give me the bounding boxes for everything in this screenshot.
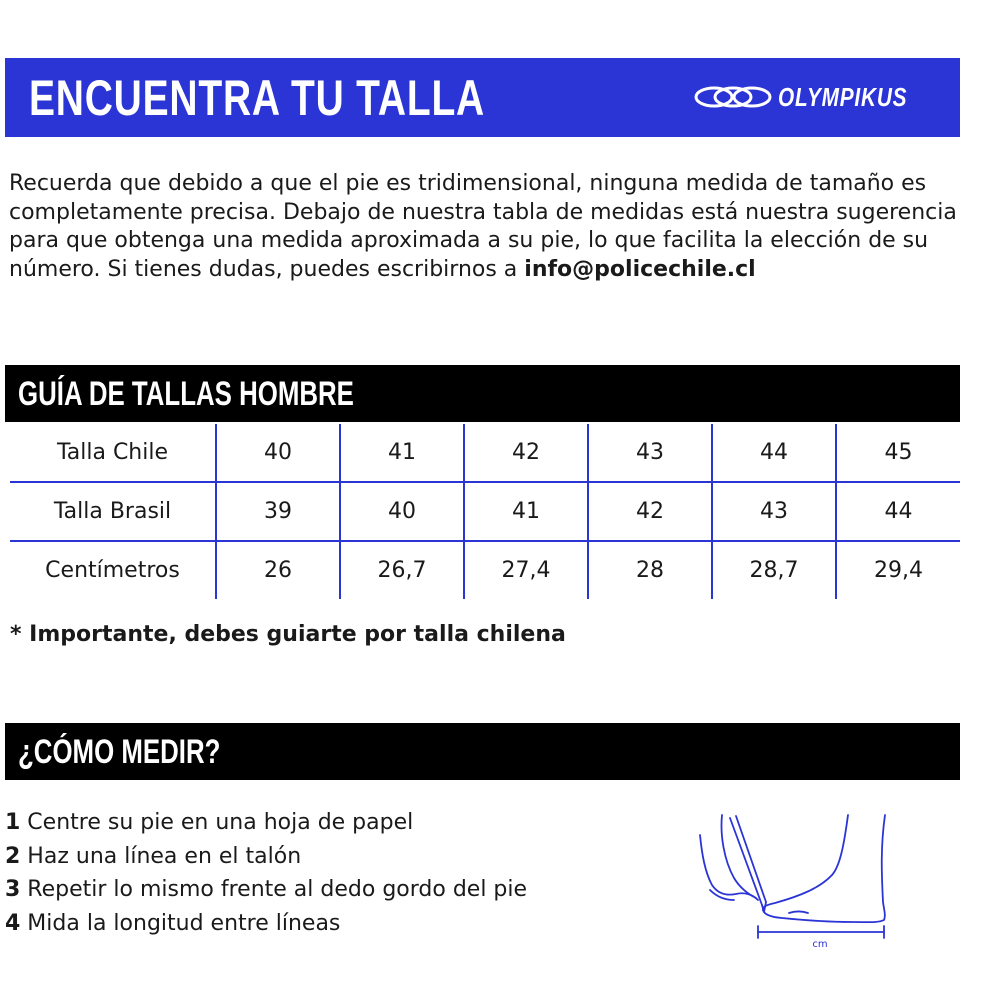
table-cell: 40: [340, 482, 464, 541]
table-row: [10, 424, 960, 482]
table-cell: 44: [836, 482, 960, 541]
step-text: Mida la longitud entre líneas: [20, 910, 341, 936]
table-cell: 39: [216, 482, 340, 541]
table-cell: 41: [464, 482, 588, 541]
steps-list: [5, 806, 527, 940]
step-number: 2: [5, 843, 21, 869]
intro-text: Recuerda que debido a que el pie es tridimensional, ninguna medida de tamaño es completamente precisa. Debajo de nuestra tabla de medidas está nuestra sugerencia para que obtenga una medida aproximada a su pie, lo que facilita la elección de su número. Si tienes dudas, puedes escribirnos a: [9, 171, 957, 282]
table-cell: 27,4: [464, 541, 588, 599]
table-cell: 43: [588, 424, 712, 482]
step-number: 4: [5, 910, 21, 936]
step-number: 1: [5, 810, 21, 835]
table-row: [10, 541, 960, 599]
important-note: * Importante, debes guiarte por talla chilena: [10, 622, 566, 647]
size-table: [10, 424, 960, 599]
step-text: Repetir lo mismo frente al dedo gordo del pie: [20, 877, 528, 902]
table-cell: 45: [836, 424, 960, 482]
page-title: ENCUENTRA TU TALLA: [29, 70, 485, 126]
list-item: [5, 907, 527, 941]
how-to-title: ¿CÓMO MEDIR?: [18, 733, 221, 771]
list-item: [5, 806, 527, 840]
table-cell: 42: [588, 482, 712, 541]
step-number: 3: [5, 877, 21, 902]
brand-logo: [694, 80, 940, 114]
table-cell: 28: [588, 541, 712, 599]
table-cell: 40: [216, 424, 340, 482]
list-item: [5, 873, 527, 907]
step-text: Centre su pie en una hoja de papel: [20, 810, 414, 835]
size-guide-header: [5, 365, 960, 422]
how-to-header: [5, 723, 960, 780]
row-label: Talla Chile: [56, 440, 169, 465]
table-cell: 43: [712, 482, 836, 541]
list-item: [5, 840, 527, 874]
table-cell: 29,4: [836, 541, 960, 599]
size-guide-title: GUÍA DE TALLAS HOMBRE: [18, 375, 354, 413]
intro-paragraph: [9, 170, 969, 284]
table-cell: 41: [340, 424, 464, 482]
unit-label: cm: [812, 939, 828, 950]
brand-name: OLYMPIKUS: [778, 81, 908, 112]
contact-email[interactable]: info@policechile.cl: [524, 256, 756, 282]
foot-measure-icon: [690, 810, 890, 960]
header-banner: [5, 58, 960, 137]
step-text: Haz una línea en el talón: [20, 843, 302, 869]
table-cell: 28,7: [712, 541, 836, 599]
olympikus-rings-icon: [694, 80, 772, 114]
table-cell: 42: [464, 424, 588, 482]
table-row: [10, 482, 960, 541]
row-label: Centímetros: [10, 541, 216, 599]
row-label: Talla Brasil: [10, 482, 216, 541]
table-cell: 44: [712, 424, 836, 482]
table-cell: 26: [216, 541, 340, 599]
table-cell: 26,7: [340, 541, 464, 599]
